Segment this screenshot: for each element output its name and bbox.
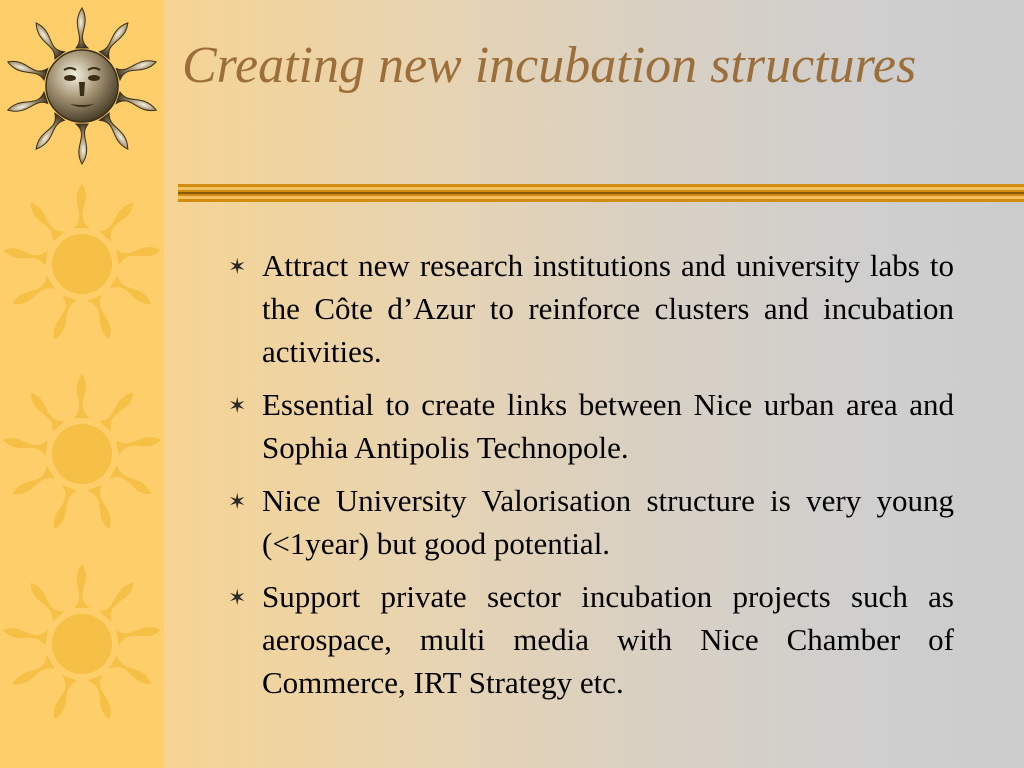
slide-title: Creating new incubation structures xyxy=(182,37,917,94)
bullet-text: Nice University Valorisation structure is very young (<1year) but good potential. xyxy=(262,483,954,561)
sun-face-logo-icon xyxy=(2,6,162,166)
six-pointed-star-icon: ✶ xyxy=(228,490,247,515)
yellow-sun-icon xyxy=(0,562,164,726)
bullet-item xyxy=(228,383,954,469)
bullet-item xyxy=(228,244,954,373)
six-pointed-star-icon: ✶ xyxy=(228,394,247,419)
bullet-list xyxy=(228,244,954,714)
bullet-text: Essential to create links between Nice urban area and Sophia Antipolis Technopole. xyxy=(262,387,954,465)
six-pointed-star-icon: ✶ xyxy=(228,255,247,280)
bullet-item xyxy=(228,479,954,565)
bullet-text: Attract new research institutions and university labs to the Côte d’Azur to reinforce clusters and incubation activities. xyxy=(262,248,954,369)
bullet-item xyxy=(228,575,954,704)
yellow-sun-icon xyxy=(0,372,164,536)
bullet-text: Support private sector incubation projects such as aerospace, multi media with Nice Chamber of Commerce, IRT Strategy etc. xyxy=(262,579,954,700)
yellow-sun-icon xyxy=(0,182,164,346)
title-divider-rule xyxy=(178,182,1024,204)
six-pointed-star-icon: ✶ xyxy=(228,586,247,611)
